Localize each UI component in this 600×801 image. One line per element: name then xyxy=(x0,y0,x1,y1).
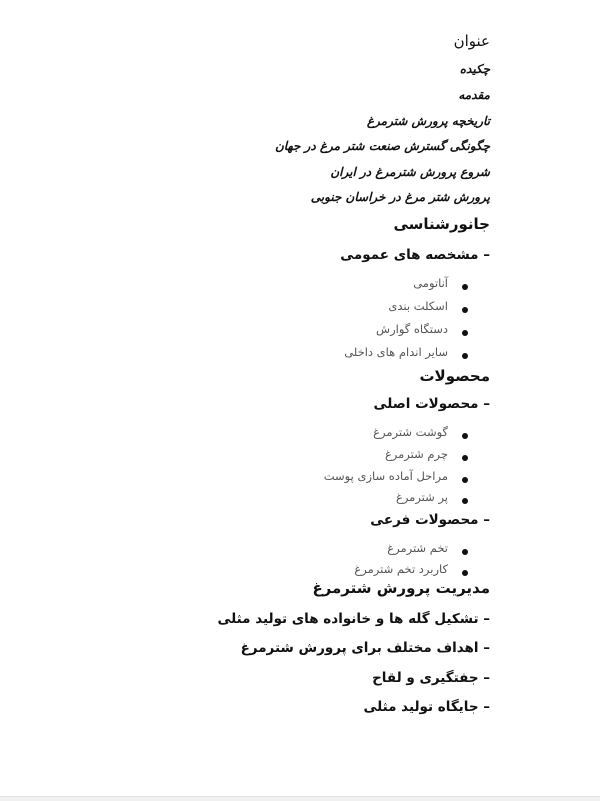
subheading-main-products: – محصولات اصلی xyxy=(373,396,490,412)
list-item: اسکلت بندی xyxy=(388,299,448,313)
heading-products: محصولات xyxy=(419,367,490,385)
bullet-dot xyxy=(462,477,468,483)
heading-iran-start: شروع پرورش شترمرغ در ایران xyxy=(330,165,490,179)
list-item: چرم شترمرغ xyxy=(384,447,448,461)
heading-world-spread: چگونگی گسترش صنعت شتر مرغ در جهان xyxy=(274,139,490,153)
list-item: گوشت شترمرغ xyxy=(373,425,448,439)
list-item: کاربرد تخم شترمرغ xyxy=(354,562,448,576)
heading-zoology: جانورشناسی xyxy=(393,215,490,233)
list-item: سایر اندام های داخلی xyxy=(344,345,448,359)
page-bottom-edge xyxy=(0,796,600,801)
management-item: – اهداف مختلف برای پرورش شترمرغ xyxy=(240,640,490,656)
subheading-general-features: – مشخصه های عمومی xyxy=(340,247,490,263)
management-item: – جفتگیری و لقاح xyxy=(372,670,490,686)
heading-intro: مقدمه xyxy=(458,88,490,102)
bullet-dot xyxy=(462,353,468,359)
heading-history: تاریخچه پرورش شترمرغ xyxy=(366,114,490,128)
bullet-dot xyxy=(462,570,468,576)
doc-title: عنوان xyxy=(453,32,490,50)
bullet-dot xyxy=(462,433,468,439)
list-item: پر شترمرغ xyxy=(395,490,448,504)
management-item: – جایگاه تولید مثلی xyxy=(363,699,490,715)
bullet-dot xyxy=(462,284,468,290)
bullet-dot xyxy=(462,330,468,336)
heading-management: مدیریت پرورش شترمرغ xyxy=(312,579,490,597)
list-item: تخم شترمرغ xyxy=(387,541,448,555)
list-item: آناتومی xyxy=(413,276,448,290)
management-item: – تشکیل گله ها و خانواده های تولید مثلی xyxy=(217,611,490,627)
bullet-dot xyxy=(462,498,468,504)
heading-south-khorasan: پرورش شتر مرغ در خراسان جنوبی xyxy=(310,190,490,204)
bullet-dot xyxy=(462,307,468,313)
subheading-secondary-products: – محصولات فرعی xyxy=(370,512,490,528)
heading-abstract: چکیده xyxy=(459,62,490,76)
bullet-dot xyxy=(462,549,468,555)
list-item: دستگاه گوارش xyxy=(376,322,448,336)
bullet-dot xyxy=(462,455,468,461)
list-item: مراحل آماده سازی پوست xyxy=(323,469,448,483)
